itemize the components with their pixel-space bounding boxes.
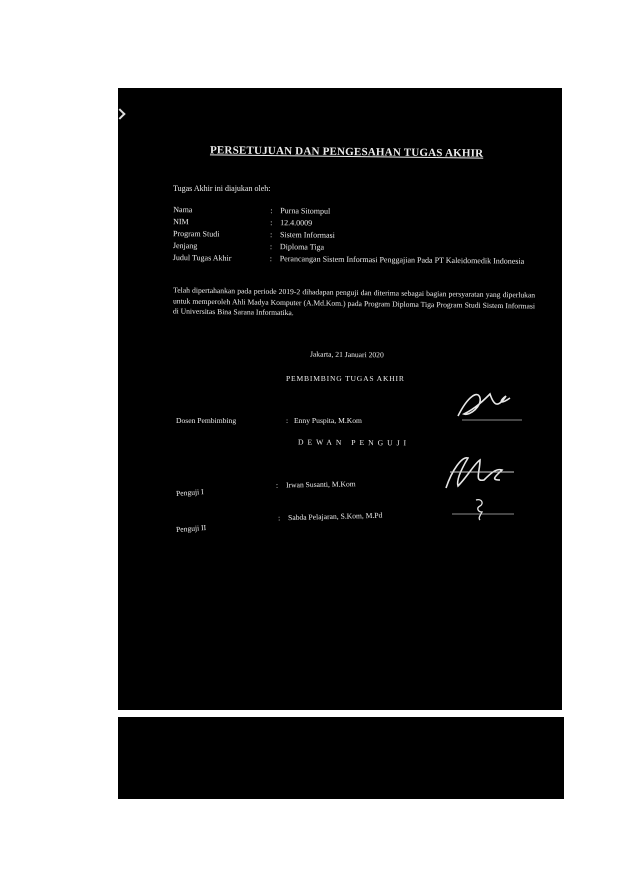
bottom-scan-strip bbox=[118, 717, 564, 799]
field-separator: : bbox=[269, 254, 273, 264]
penguji2-signature bbox=[448, 496, 518, 526]
penguji1-signature bbox=[440, 450, 520, 494]
field-separator: : bbox=[269, 242, 273, 252]
penguji1-name: Irwan Susanti, M.Kom bbox=[285, 479, 356, 490]
intro-line: Tugas Akhir ini diajukan oleh: bbox=[173, 184, 271, 193]
pembimbing-signature bbox=[454, 386, 526, 426]
field-label: NIM bbox=[173, 217, 189, 227]
field-separator: : bbox=[269, 230, 273, 240]
field-separator: : bbox=[270, 206, 273, 216]
penguji1-separator: : bbox=[275, 480, 279, 490]
penguji2-name: Sabda Pelajaran, S.Kom, M.Pd bbox=[287, 510, 383, 523]
field-label: Program Studi bbox=[172, 229, 220, 239]
field-value: Diploma Tiga bbox=[279, 242, 325, 252]
field-label: Judul Tugas Akhir bbox=[172, 253, 232, 263]
penguji1-label: Penguji I bbox=[175, 487, 204, 498]
pembimbing-heading: PEMBIMBING TUGAS AKHIR bbox=[286, 374, 405, 383]
field-row-judul bbox=[173, 252, 543, 268]
scanned-approval-page bbox=[118, 88, 562, 710]
field-value: Perancangan Sistem Informasi Penggajian Pada PT Kaleidomedik Indonesia bbox=[279, 254, 525, 266]
penguji2-separator: : bbox=[277, 513, 281, 523]
dosen-row bbox=[176, 416, 362, 425]
field-value: Purna Sitompul bbox=[280, 206, 331, 216]
dosen-name: Enny Puspita, M.Kom bbox=[294, 416, 362, 425]
penguji2-name-row bbox=[278, 511, 383, 523]
dosen-label: Dosen Pembimbing bbox=[176, 416, 237, 425]
dewan-penguji-heading: DEWAN PENGUJI bbox=[297, 437, 411, 448]
field-label: Jenjang bbox=[172, 241, 198, 251]
field-value: 12.4.0009 bbox=[280, 218, 313, 228]
field-separator: : bbox=[270, 218, 273, 228]
dosen-separator: : bbox=[286, 416, 289, 425]
penguji1-name-row bbox=[276, 479, 356, 489]
corner-mark bbox=[114, 108, 125, 119]
document-title: PERSETUJUAN DAN PENGESAHAN TUGAS AKHIR bbox=[209, 144, 484, 160]
field-label: Nama bbox=[173, 205, 193, 215]
penguji2-label: Penguji II bbox=[175, 522, 207, 535]
student-fields bbox=[173, 204, 544, 268]
date-line: Jakarta, 21 Januari 2020 bbox=[309, 349, 384, 360]
approval-paragraph: Telah dipertahankan pada periode 2019-2 dihadapan penguji dan diterima sebagai bagian persyaratan yang diperlukan untuk memperoleh Ahli Madya Komputer (A.Md.Kom.) pada Program Diploma Tiga Program Studi Sistem Informasi di Universitas Bina Sarana Informatika. bbox=[172, 285, 536, 318]
field-value: Sistem Informasi bbox=[279, 230, 335, 240]
